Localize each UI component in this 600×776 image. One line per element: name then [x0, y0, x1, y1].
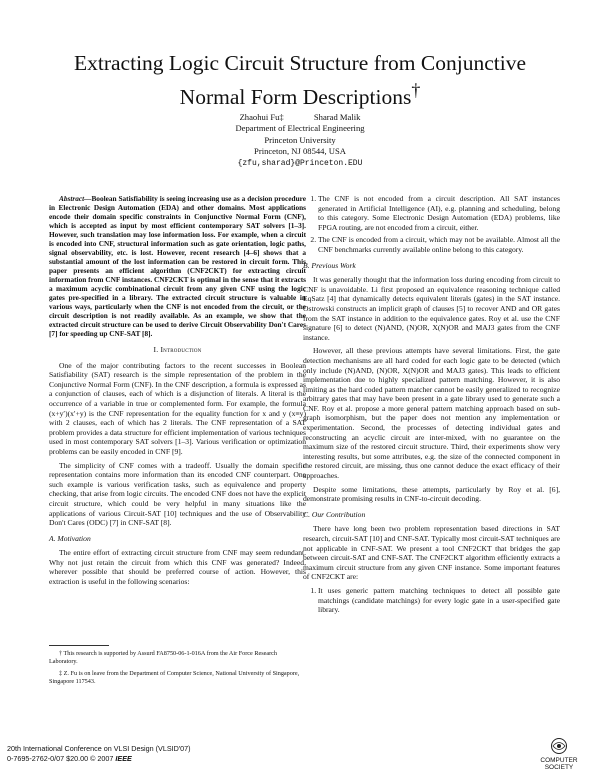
paper-title: [40, 50, 560, 111]
title-footnote-mark: †: [411, 80, 421, 100]
scenario-list: [303, 194, 560, 255]
author-1: Zhaohui Fu‡: [239, 112, 284, 122]
affiliation-univ: Princeton University: [264, 134, 336, 145]
paragraph: The entire effort of extracting circuit structure from CNF may seem redundant. Why not just retain the circuit from which this CNF was generated? Indeed, wherever possible that should be preferred course of action. However, this extraction is useful in the following scenarios:: [49, 548, 306, 587]
abstract: [49, 194, 306, 338]
ieee-logo: IEEE: [115, 754, 132, 763]
author-block: [100, 112, 500, 169]
subsection-heading-contribution: C. Our Contribution: [303, 509, 366, 519]
title-text: Extracting Logic Circuit Structure from Conjunctive Normal Form Descriptions: [74, 51, 526, 110]
list-item: 2. The CNF is encoded from a circuit, which may not be available. Almost all the CNF benchmarks currently available online belong to this category.: [318, 235, 560, 254]
abstract-label: Abstract—: [59, 194, 92, 203]
footer-isbn: [7, 754, 191, 764]
left-column: [49, 194, 306, 591]
footnotes: [49, 650, 306, 690]
logo-line-1: COMPUTER: [540, 757, 578, 764]
computer-society-emblem-icon: [549, 737, 569, 755]
affiliation-dept: Department of Electrical Engineering: [235, 123, 365, 134]
author-names: [100, 112, 500, 123]
footnote-2: ‡ Z. Fu is on leave from the Department of Computer Science, National University of Singapore, Singapore 117543.: [49, 670, 300, 685]
paragraph: It was generally thought that the information loss during encoding from circuit to CNF is unavoidable. Li first proposed an equivalence reasoning technique called EqSatz [4] that dynamically detects equivalent literals (gates) in the SAT instance. Ostrowski constructs an implicit graph of clauses [5] to recover AND and OR gates from the SAT instance in addition to the equivalence gates. Roy et al. use the CNF signature [6] to detect (N)AND, (N)OR, X(N)OR and MAJ3 gates from the CNF instance.: [303, 275, 560, 342]
author-2: Sharad Malik: [313, 112, 361, 122]
footer-conference: 20th International Conference on VLSI Design (VLSID'07): [7, 744, 191, 753]
logo-line-2: SOCIETY: [544, 764, 574, 771]
subsection-heading-previous-work: B. Previous Work: [303, 260, 356, 270]
author-emails: {zfu,sharad}@Princeton.EDU: [237, 158, 363, 168]
affiliation-address: Princeton, NJ 08544, USA: [254, 146, 346, 157]
footnote-1: † This research is supported by Assurd FA8750-06-1-016A from the Air Force Research Laboratory.: [49, 650, 278, 665]
feature-list: [303, 586, 560, 615]
paragraph: One of the major contributing factors to the recent successes in Boolean Satisfiability (SAT) research is the simple representation of the problem in the Conjunctive Normal Form (CNF). In the CNF description, a formula is expressed as a conjunction of clauses, each of which is a disjunction of literals. A literal is the occurrence of a variable in true or complemented form. For example, the formula (x+y′)(x′+y) is the CNF representation for the equality function for x and y (x≡y) with 2 clauses, each of which has 2 literals. The CNF representation of a SAT problem provides a data structure for efficient implementation of various techniques used in most contemporary SAT solvers [1–3]. Various verification or optimization problems can be easily encoded in CNF [9].: [49, 360, 306, 456]
list-item: 1. It uses generic pattern matching techniques to detect all possible gate matchings (candidate matchings) for every logic gate in a user-specified gate library.: [318, 586, 560, 615]
footnote-rule: [49, 645, 109, 646]
list-item: 1. The CNF is not encoded from a circuit description. All SAT instances generated in Artificial Intelligence (AI), e.g. planning and scheduling, belong to this category. Some Electronic Design Automation (EDA) problems, like FPGA routing, are not encoded from a circuit, either.: [318, 194, 560, 232]
paragraph: The simplicity of CNF comes with a tradeoff. Usually the domain specific representation contains more information than its encoded CNF counterpart. One such example is various verification tasks, such as equivalence and property checking, that arise from logic circuits. The encoded CNF does not have the explicit circuit structure, which could be very helpful in many situations like the applications of various Circuit-SAT [10] techniques and the use of Observability Don't Cares (ODC) [7] in CNF-SAT [8].: [49, 460, 306, 528]
section-heading-introduction: I. Introduction: [153, 345, 202, 354]
right-column: [303, 194, 560, 619]
paragraph: Despite some limitations, these attempts, particularly by Roy et al. [6], demonstrate promising results in CNF-to-circuit decoding.: [303, 484, 560, 504]
page-footer: [7, 744, 191, 764]
paragraph: There have long been two problem representation based directions in SAT research, circuit-SAT [10] and CNF-SAT. Typically most circuit-SAT techniques are not applicable in CNF-SAT. We present a tool CNF2CKT that bridges the gap between circuit-SAT and CNF-SAT. The CNF2CKT algorithm efficiently extracts a maximum circuit structure from any given CNF instance. Some important features of CNF2CKT are:: [303, 524, 560, 582]
computer-society-logo: [528, 737, 590, 775]
abstract-text: Boolean Satisfiability is seeing increasing use as a decision procedure in Electronic Design Automation (EDA) and other domains. Most applications encode their domain specific constraints in Conjunctive Normal Form (CNF), which is accepted as input by most efficient contemporary SAT solvers [1–3]. However, such translation may lose information loss. For example, when a circuit is encoded into CNF, structural information such as gate orientation, logic paths, signal observability, etc. is lost. However, recent research [4–6] shows that a substantial amount of the lost information can be restored in circuit form. This paper presents an efficient algorithm (CNF2CKT) for extracting circuit information from CNF instances. CNF2CKT is optimal in the sense that it extracts a maximum acyclic combinational circuit from any given CNF using the logic gates pre-specified in a library. The extracted circuit structure is valuable in various ways, particularly when the CNF is not encoded from the circuit, or the circuit description is not readily available. As an example, we show that the extracted circuit structure can be used to derive Circuit Observability Don't Cares [7] for speeding up CNF-SAT [8].: [49, 194, 306, 338]
footer-isbn-text: 0-7695-2762-0/07 $20.00 © 2007: [7, 754, 114, 763]
subsection-heading-motivation: A. Motivation: [49, 533, 91, 543]
paragraph: However, all these previous attempts have several limitations. First, the gate detection mechanisms are all hard coded for each logic gate to be detected (which only include (N)AND, (N)OR, X(N)OR and MAJ3 gates). This leads to efficient implementation due to highly specialized pattern matching. However, it is also limiting as the hard coded pattern matcher cannot be easily generalized to recognize arbitrary gates that may have been present in a gate library used to generate such a CNF. Roy et al. propose a more general pattern matching approach based on sub-graph isomorphism, but the paper does not mention any implementation or experimentation. Second, the processes of detecting individual gates and reconstructing an acyclic circuit are inter-mixed, with no guarantee on the maximum size of the restored circuit structure. Third, their experiments show very interesting results, but some attributes, e.g. the size of the connected component in the restored circuit, are missing, thus one cannot deduce the exact efficacy of their approaches.: [303, 346, 560, 481]
